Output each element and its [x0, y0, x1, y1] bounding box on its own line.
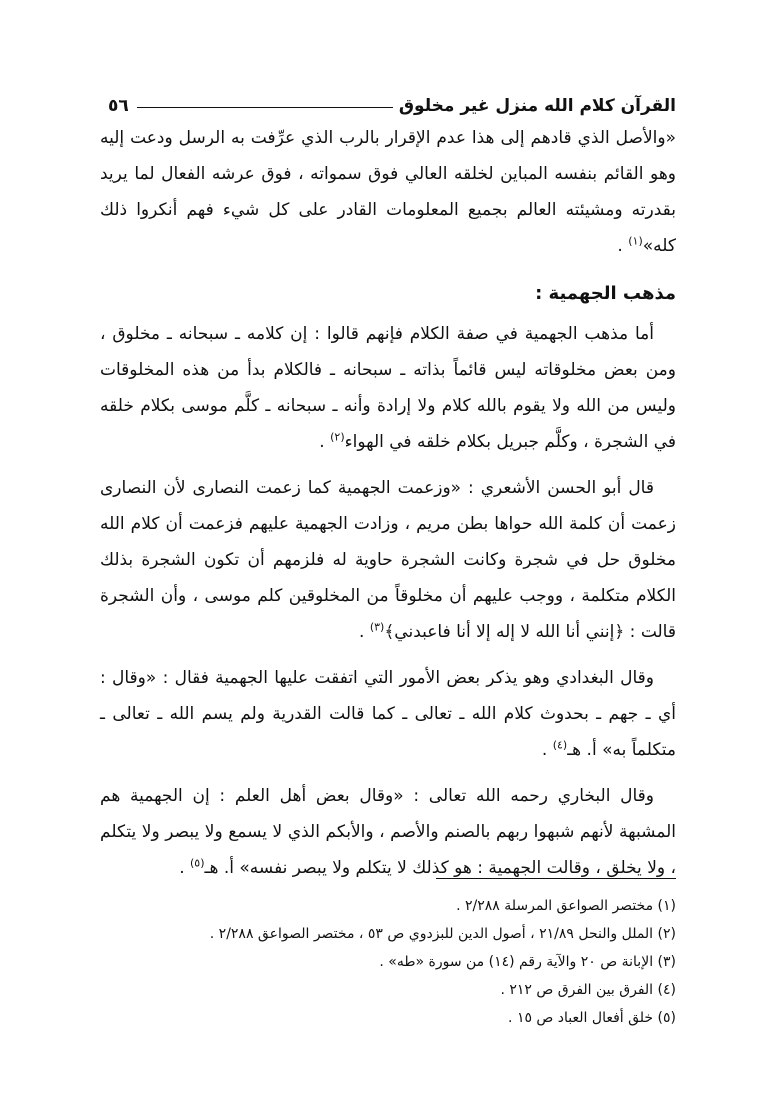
page-body [100, 120, 676, 896]
footnote-item: (٣) الإبانة ص ٢٠ والآية رقم (١٤) من سورة «طه» . [379, 954, 676, 970]
footnote-ref-3: (٣) [369, 620, 385, 634]
section-heading: مذهب الجهمية : [535, 283, 676, 304]
footnote-ref-4: (٤) [552, 738, 568, 752]
paragraph-2-text: أما مذهب الجهمية في صفة الكلام فإنهم قالوا : إن كلامه ـ سبحانه ـ مخلوق ، ومن بعض مخلوقاته ليس قائماً بذاته ـ سبحانه ـ فالكلام بدأ من هذه المخلوقات وليس من الله ولا يقوم بالله كلام ولا إرادة وأنه ـ سبحانه ـ كلَّم موسى بكلام خلقه في الشجرة ، وكلَّم جبريل بكلام خلقه في الهواء [100, 324, 676, 452]
paragraph-1: «والأصل الذي قادهم إلى هذا عدم الإقرار بالرب الذي عرِّفت به الرسل ودعت إليه وهو القائم بنفسه المباين لخلقه العالي فوق سمواته ، فوق عرشه الفعال لما يريد بقدرته ومشيئته العالم بجميع المعلومات القادر على كل شيء فهم أنكروا ذلك كله»$^{(١)}$ . [100, 128, 676, 256]
paragraph-2: أما مذهب الجهمية في صفة الكلام فإنهم قالوا : إن كلامه ـ سبحانه ـ مخلوق ، ومن بعض مخلوقاته ليس قائماً بذاته ـ سبحانه ـ فالكلام بدأ من هذه المخلوقات وليس من الله ولا يقوم بالله كلام ولا إرادة وأنه ـ سبحانه ـ كلَّم موسى بكلام خلقه في الشجرة ، وكلَّم جبريل بكلام خلقه في الهواء$^{(٢)}$ . [100, 324, 676, 452]
footnote-ref-5: (٥) [190, 856, 205, 870]
footnotes [100, 892, 676, 1032]
page-number: ٥٦ [108, 96, 129, 116]
footnote-item: (٤) الفرق بين الفرق ص ٢١٢ . [500, 982, 676, 998]
paragraph-1-text: «والأصل الذي قادهم إلى هذا عدم الإقرار بالرب الذي عرِّفت به الرسل ودعت إليه وهو القائم بنفسه المباين لخلقه العالي فوق سمواته ، فوق عرشه الفعال لما يريد بقدرته ومشيئته العالم بجميع المعلومات القادر على كل شيء فهم أنكروا ذلك كله» [100, 128, 676, 256]
page-header [100, 86, 676, 116]
paragraph-5: وقال البخاري رحمه الله تعالى : «وقال بعض أهل العلم : إن الجهمية هم المشبهة لأنهم شبهوا ربهم بالصنم والأصم ، والأبكم الذي لا يسمع ولا يبصر ولا يتكلم ، ولا يخلق ، وقالت الجهمية : هو كذلك لا يتكلم ولا يبصر نفسه» أ. هـ$^{(٥)}$ . [100, 786, 676, 878]
paragraph-3: قال أبو الحسن الأشعري : «وزعمت الجهمية كما زعمت النصارى لأن النصارى زعمت أن كلمة الله حواها بطن مريم ، وزادت الجهمية عليهم فزعمت أن كلام الله مخلوق حل في شجرة وكانت الشجرة حاوية له فلزمهم أن تكون الشجرة بذلك الكلام متكلمة ، ووجب عليهم أن مخلوقاً من المخلوقين كلم موسى ، وأن الشجرة قالت : ﴿إنني أنا الله لا إله إلا أنا فاعبدني﴾$^{(٣)}$ . [100, 478, 676, 642]
footnote-item: (١) مختصر الصواعق المرسلة ٢/٢٨٨ . [456, 898, 676, 914]
paragraph-4: وقال البغدادي وهو يذكر بعض الأمور التي اتفقت عليها الجهمية فقال : «وقال : أي ـ جهم ـ بحدوث كلام الله ـ تعالى ـ كما قالت القدرية ولم يسم الله ـ تعالى ـ متكلماً به» أ. هـ$^{(٤)}$ . [100, 668, 676, 760]
footnote-item: (٥) خلق أفعال العباد ص ١٥ . [508, 1010, 676, 1026]
footnote-ref-2: (٢) [330, 430, 345, 444]
paragraph-3-text: قال أبو الحسن الأشعري : «وزعمت الجهمية كما زعمت النصارى لأن النصارى زعمت أن كلمة الله حواها بطن مريم ، وزادت الجهمية عليهم فزعمت أن كلام الله مخلوق حل في شجرة وكانت الشجرة حاوية له فلزمهم أن تكون الشجرة بذلك الكلام متكلمة ، ووجب عليهم أن مخلوقاً من المخلوقين كلم موسى ، وأن الشجرة قالت : ﴿إنني أنا الله لا إله إلا أنا فاعبدني﴾ [100, 478, 676, 642]
running-title: القرآن كلام الله منزل غير مخلوق [398, 96, 676, 116]
footnote-ref-1: (١) [628, 234, 643, 248]
header-rule [137, 107, 393, 108]
paragraph-5-text: وقال البخاري رحمه الله تعالى : «وقال بعض أهل العلم : إن الجهمية هم المشبهة لأنهم شبهوا ربهم بالصنم والأصم ، والأبكم الذي لا يسمع ولا يبصر ولا يتكلم ، ولا يخلق ، وقالت الجهمية : هو كذلك لا يتكلم ولا يبصر نفسه» أ. هـ [100, 786, 676, 878]
footnote-rule [436, 878, 676, 879]
paragraph-4-text: وقال البغدادي وهو يذكر بعض الأمور التي اتفقت عليها الجهمية فقال : «وقال : أي ـ جهم ـ بحدوث كلام الله ـ تعالى ـ كما قالت القدرية ولم يسم الله ـ تعالى ـ متكلماً به» أ. هـ [100, 668, 676, 760]
footnote-item: (٢) الملل والنحل ٢١/٨٩ ، أصول الدين للبزدوي ص ٥٣ ، مختصر الصواعق ٢/٢٨٨ . [209, 926, 676, 942]
